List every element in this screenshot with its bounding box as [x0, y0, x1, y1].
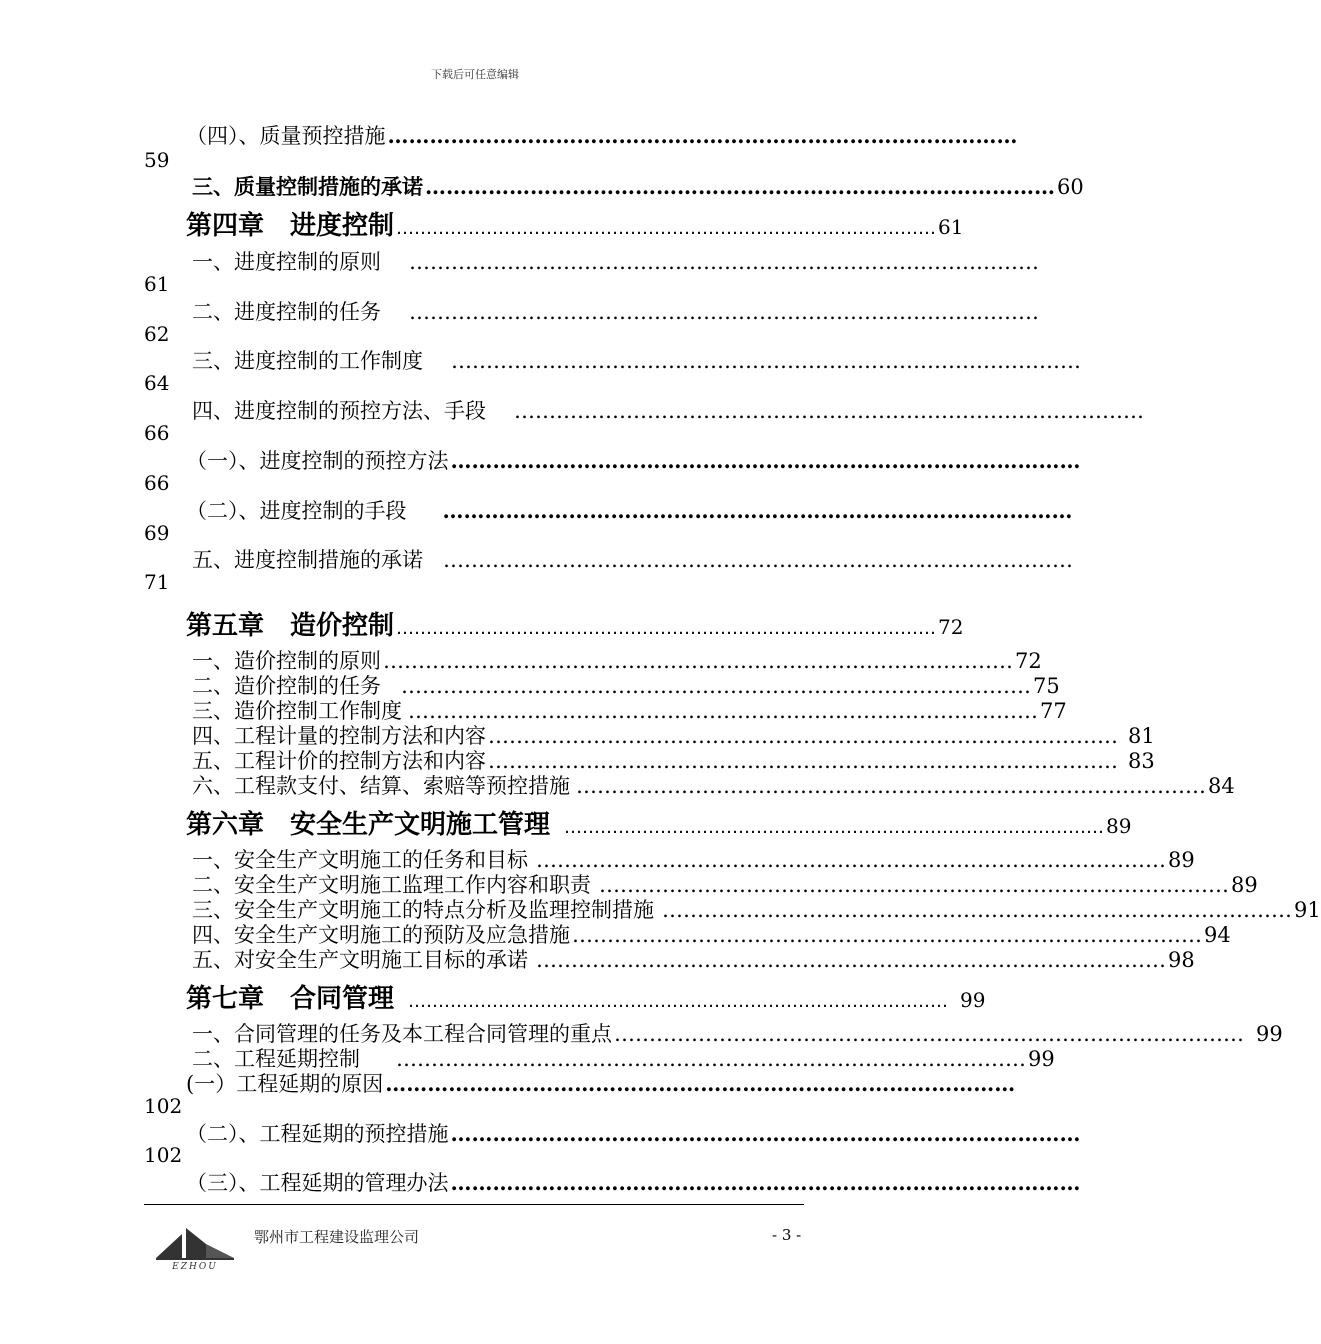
toc-entry[interactable]: [186, 445, 1081, 475]
toc-entry-page: 64: [144, 371, 170, 395]
toc-entry-page: 81: [1128, 724, 1155, 748]
footer-divider: [144, 1204, 804, 1205]
toc-chapter[interactable]: [186, 978, 986, 1015]
toc-entry[interactable]: [192, 544, 1073, 574]
toc-leader: ………………………………………………………………………………: [614, 1022, 1244, 1046]
toc-leader: ………………………………………………………………………………: [408, 699, 1038, 723]
toc-leader: ………………………………………………………………………………: [536, 848, 1166, 872]
toc-entry-page: 69: [144, 521, 170, 545]
toc-entry-label: (一）工程延期的原因: [186, 1072, 384, 1096]
toc-entry[interactable]: [192, 944, 1195, 974]
toc-entry-page: 89: [1231, 873, 1258, 897]
toc-entry[interactable]: [192, 171, 1084, 201]
toc-leader: ………………………………………………………………………………: [408, 991, 949, 1012]
toc-leader: ………………………………………………………………………………: [488, 749, 1118, 773]
toc-leader: ………………………………………………………………………………: [442, 498, 1073, 523]
toc-entry-page: 102: [144, 1143, 183, 1167]
toc-entry-page: 71: [144, 570, 170, 594]
toc-entry-page: 84: [1208, 774, 1235, 798]
toc-chapter[interactable]: [186, 804, 1132, 841]
page-number: - 3 -: [772, 1226, 802, 1244]
toc-leader: ………………………………………………………………………………: [576, 774, 1206, 798]
toc-entry-page: 59: [144, 148, 170, 172]
toc-leader: ………………………………………………………………………………: [396, 218, 937, 239]
toc-entry-label: 一、安全生产文明施工的任务和目标: [192, 848, 528, 872]
toc-entry-page: 77: [1040, 699, 1067, 723]
toc-entry-label: 三、质量控制措施的承诺: [192, 174, 423, 199]
toc-entry-page: 94: [1204, 923, 1231, 947]
toc-entry[interactable]: [192, 246, 1039, 276]
toc-leader: ………………………………………………………………………………: [387, 123, 1018, 148]
toc-entry-label: 二、安全生产文明施工监理工作内容和职责: [192, 873, 591, 897]
toc-leader: ………………………………………………………………………………: [572, 923, 1202, 947]
toc-entry-page: 75: [1033, 674, 1060, 698]
toc-entry[interactable]: [186, 1068, 1016, 1098]
toc-entry-label: （三）、工程延期的管理办法: [186, 1171, 449, 1195]
toc-entry-page: 99: [1256, 1022, 1283, 1046]
toc-entry-label: 二、造价控制的任务: [192, 674, 381, 698]
toc-entry[interactable]: [186, 495, 1073, 525]
toc-entry-label: （四）、质量预控措施: [186, 124, 386, 148]
toc-leader: ………………………………………………………………………………: [409, 300, 1039, 324]
toc-leader: ………………………………………………………………………………: [450, 448, 1081, 473]
toc-entry-page: 83: [1128, 749, 1155, 773]
toc-chapter-label: 第四章 进度控制: [186, 211, 395, 241]
toc-leader: ………………………………………………………………………………: [536, 948, 1166, 972]
toc-entry-label: 四、安全生产文明施工的预防及应急措施: [192, 923, 570, 947]
toc-chapter-page: 72: [938, 615, 964, 639]
toc-entry-page: 60: [1057, 175, 1084, 199]
toc-leader: ………………………………………………………………………………: [450, 1170, 1081, 1195]
toc-chapter-page: 61: [938, 215, 964, 239]
toc-entry-label: 一、进度控制的原则: [192, 250, 381, 274]
toc-entry[interactable]: [186, 1167, 1081, 1197]
toc-entry[interactable]: [186, 120, 1018, 150]
toc-entry-label: 三、造价控制工作制度: [192, 699, 402, 723]
toc-leader: ………………………………………………………………………………: [385, 1071, 1016, 1096]
toc-chapter-label: 第五章 造价控制: [186, 611, 395, 641]
toc-entry-label: 五、进度控制措施的承诺: [192, 548, 423, 572]
toc-chapter-page: 89: [1106, 814, 1132, 838]
toc-entry-label: 四、进度控制的预控方法、手段: [192, 399, 486, 423]
toc-entry-label: （一）、进度控制的预控方法: [186, 449, 449, 473]
toc-leader: ………………………………………………………………………………: [409, 250, 1039, 274]
toc-entry-page: 102: [144, 1094, 183, 1118]
toc-chapter-label: 第六章 安全生产文明施工管理: [186, 810, 551, 840]
toc-entry-label: 五、对安全生产文明施工目标的承诺: [192, 948, 528, 972]
toc-leader: ………………………………………………………………………………: [383, 649, 1013, 673]
toc-entry-label: 五、工程计价的控制方法和内容: [192, 749, 486, 773]
toc-entry[interactable]: [186, 1118, 1081, 1148]
toc-leader: ………………………………………………………………………………: [425, 174, 1055, 199]
toc-entry-page: 99: [1028, 1047, 1055, 1071]
toc-entry-page: 72: [1015, 649, 1042, 673]
toc-leader: ………………………………………………………………………………: [662, 898, 1292, 922]
toc-leader: ………………………………………………………………………………: [451, 349, 1081, 373]
toc-entry-page: 62: [144, 322, 170, 346]
toc-entry-page: 91: [1294, 898, 1321, 922]
toc-entry-page: 66: [144, 471, 170, 495]
toc-entry-page: 89: [1168, 848, 1195, 872]
toc-leader: ………………………………………………………………………………: [488, 724, 1118, 748]
toc-entry[interactable]: [192, 395, 1144, 425]
toc-chapter-page: 99: [960, 988, 986, 1012]
toc-entry-page: 61: [144, 272, 170, 296]
toc-entry[interactable]: [192, 296, 1039, 326]
toc-leader: ………………………………………………………………………………: [450, 1121, 1081, 1146]
toc-entry-label: 四、工程计量的控制方法和内容: [192, 724, 486, 748]
toc-entry-page: 98: [1168, 948, 1195, 972]
toc-entry-label: 二、工程延期控制: [192, 1047, 360, 1071]
toc-entry-label: 三、安全生产文明施工的特点分析及监理控制措施: [192, 898, 654, 922]
toc-chapter[interactable]: [186, 605, 964, 642]
toc-leader: ………………………………………………………………………………: [564, 817, 1105, 838]
toc-entry[interactable]: [192, 770, 1235, 800]
toc-leader: ………………………………………………………………………………: [401, 674, 1031, 698]
company-name: 鄂州市工程建设监理公司: [254, 1228, 420, 1246]
toc-leader: ………………………………………………………………………………: [599, 873, 1229, 897]
toc-chapter[interactable]: [186, 205, 964, 242]
toc-entry-label: （二）、进度控制的手段: [186, 499, 407, 523]
toc-entry-label: 二、进度控制的任务: [192, 300, 381, 324]
toc-leader: ………………………………………………………………………………: [514, 399, 1144, 423]
logo-text: EZHOU: [172, 1262, 218, 1272]
toc-entry-label: 六、工程款支付、结算、索赔等预控措施: [192, 774, 570, 798]
company-logo: [152, 1218, 238, 1270]
toc-chapter-label: 第七章 合同管理: [186, 984, 395, 1014]
toc-entry-label: 三、进度控制的工作制度: [192, 349, 423, 373]
toc-entry-label: 一、合同管理的任务及本工程合同管理的重点: [192, 1022, 612, 1046]
toc-leader: ………………………………………………………………………………: [396, 618, 937, 639]
toc-entry-page: 66: [144, 421, 170, 445]
toc-entry-label: （二）、工程延期的预控措施: [186, 1122, 449, 1146]
page-header: 下载后可任意编辑: [431, 68, 519, 81]
toc-entry-label: 一、造价控制的原则: [192, 649, 381, 673]
toc-leader: ………………………………………………………………………………: [396, 1047, 1026, 1071]
toc-leader: ………………………………………………………………………………: [443, 548, 1073, 572]
toc-entry[interactable]: [192, 345, 1081, 375]
